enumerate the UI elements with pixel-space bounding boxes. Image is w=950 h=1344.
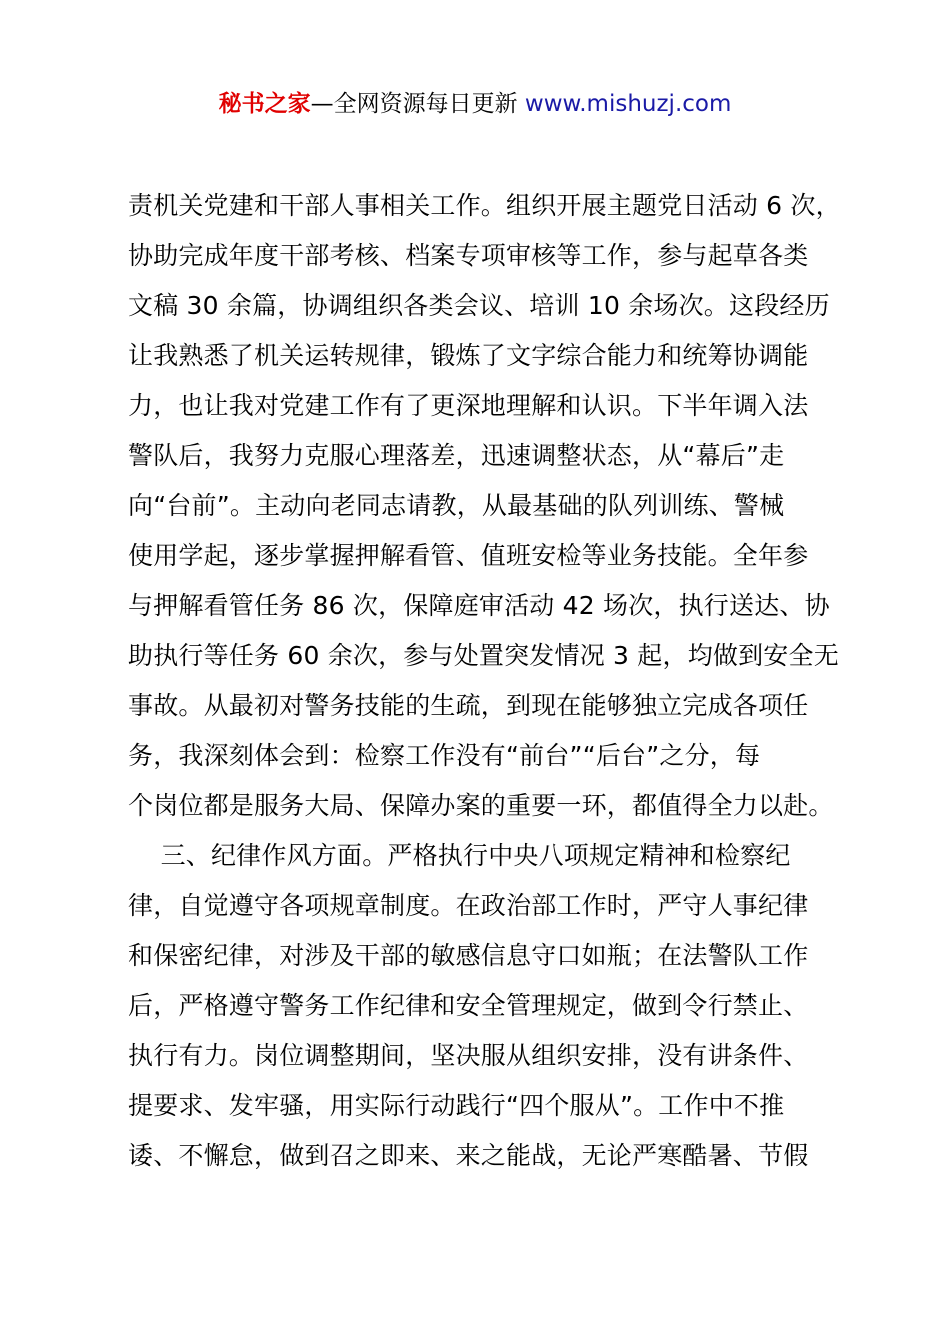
text-line: 后，严格遵守警务工作纪律和安全管理规定，做到令行禁止、 (128, 991, 809, 1020)
text-line: 提要求、发牢骚，用实际行动践行“四个服从”。工作中不推 (128, 1091, 785, 1120)
text-line: 务，我深刻体会到：检察工作没有“前台”“后台”之分，每 (128, 741, 761, 770)
text-line: 个岗位都是服务大局、保障办案的重要一环，都值得全力以赴。 (128, 791, 834, 820)
text-line: 力，也让我对党建工作有了更深地理解和认识。下半年调入法 (128, 391, 809, 420)
text-line: 助执行等任务 60 余次，参与处置突发情况 3 起，均做到安全无 (128, 641, 839, 670)
text-line: 与押解看管任务 86 次，保障庭审活动 42 场次，执行送达、协 (128, 591, 830, 620)
text-line: 律，自觉遵守各项规章制度。在政治部工作时，严守人事纪律 (128, 891, 809, 920)
site-header (0, 86, 950, 122)
text-line: 让我熟悉了机关运转规律，锻炼了文字综合能力和统筹协调能 (128, 341, 809, 370)
section-heading-line: 三、纪律作风方面。严格执行中央八项规定精神和检察纪 (128, 841, 791, 870)
document-body (128, 181, 841, 1181)
text-line: 诿、不懈怠，做到召之即来、来之能战，无论严寒酷暑、节假 (128, 1141, 809, 1170)
text-line: 文稿 30 余篇，协调组织各类会议、培训 10 余场次。这段经历 (128, 291, 830, 320)
text-line: 和保密纪律，对涉及干部的敏感信息守口如瓶；在法警队工作 (128, 941, 809, 970)
text-line: 警队后，我努力克服心理落差，迅速调整状态，从“幕后”走 (128, 441, 785, 470)
site-brand: 秘书之家 (218, 91, 311, 117)
text-line: 使用学起，逐步掌握押解看管、值班安检等业务技能。全年参 (128, 541, 809, 570)
text-line: 协助完成年度干部考核、档案专项审核等工作，参与起草各类 (128, 241, 809, 270)
site-tagline: —全网资源每日更新 (310, 91, 525, 117)
text-line: 执行有力。岗位调整期间，坚决服从组织安排，没有讲条件、 (128, 1041, 809, 1070)
text-line: 责机关党建和干部人事相关工作。组织开展主题党日活动 6 次， (128, 191, 841, 220)
text-line: 事故。从最初对警务技能的生疏，到现在能够独立完成各项任 (128, 691, 809, 720)
site-url-link[interactable]: www.mishuzj.com (524, 91, 732, 117)
text-line: 向“台前”。主动向老同志请教，从最基础的队列训练、警械 (128, 491, 785, 520)
